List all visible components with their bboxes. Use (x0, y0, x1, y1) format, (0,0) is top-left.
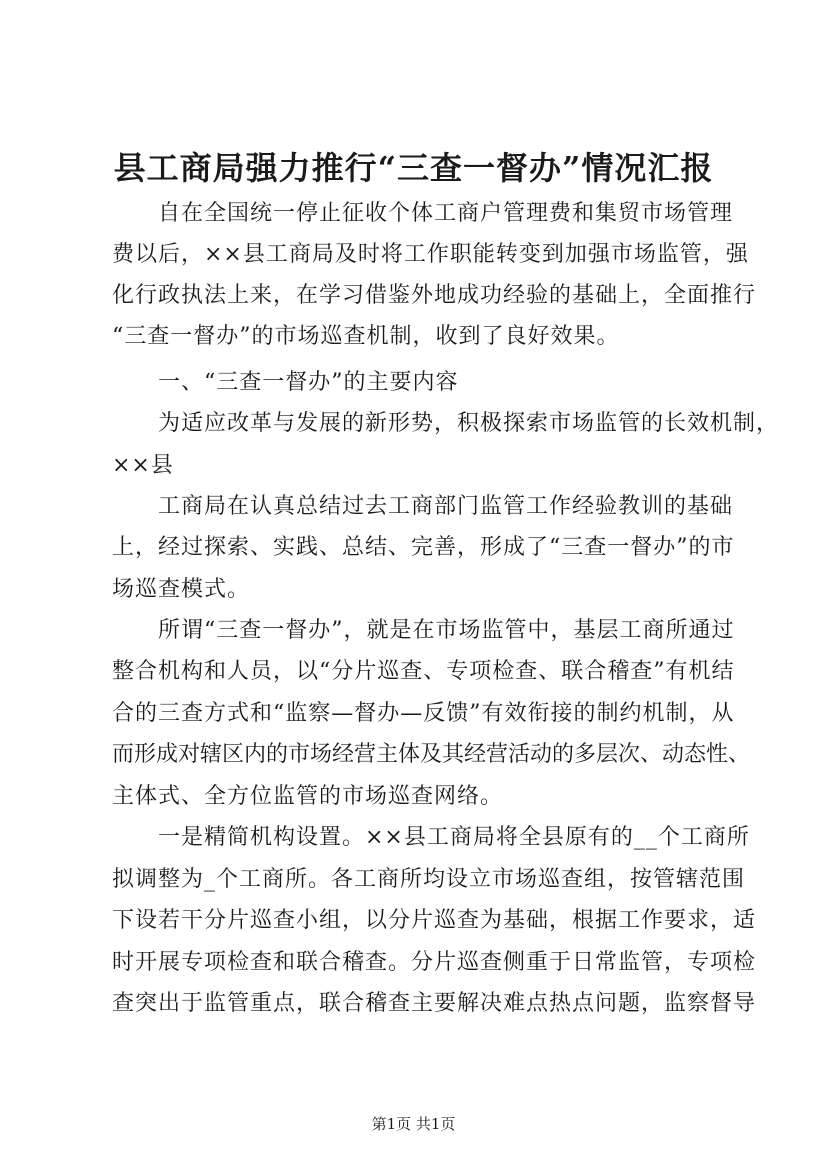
paragraph-line: 化行政执法上来，在学习借鉴外地成功经验的基础上，全面推行 (112, 283, 757, 308)
paragraph-line: “三查一督办”的市场巡查机制，收到了良好效果。 (112, 324, 620, 349)
paragraph-line: 查突出于监管重点，联合稽查主要解决难点热点问题，监察督导 (112, 991, 757, 1016)
paragraph-line: 工商局在认真总结过去工商部门监管工作经验教训的基础 (158, 494, 734, 519)
paragraph-line: 费以后，××县工商局及时将工作职能转变到加强市场监管，强 (112, 242, 749, 267)
paragraph-line: 一是精简机构设置。××县工商局将全县原有的__个工商所 (158, 825, 750, 850)
document-title: 县工商局强力推行“三查一督办”情况汇报 (113, 149, 714, 187)
paragraph-line: 拟调整为_个工商所。各工商所均设立市场巡查组，按管辖范围 (112, 867, 746, 892)
paragraph-line: 场巡查模式。 (112, 577, 251, 602)
paragraph-line: 所谓“三查一督办”，就是在市场监管中，基层工商所通过 (158, 618, 735, 643)
section-heading: 一、“三查一督办”的主要内容 (158, 370, 459, 395)
paragraph-line: 下设若干分片巡查小组，以分片巡查为基础，根据工作要求，适 (112, 908, 757, 933)
paragraph-line: 为适应改革与发展的新形势，积极探索市场监管的长效机制， (158, 411, 780, 436)
page-number: 第1页 共1页 (371, 1115, 456, 1133)
paragraph-line: 而形成对辖区内的市场经营主体及其经营活动的多层次、动态性、 (112, 742, 751, 767)
paragraph-line: 主体式、全方位监管的市场巡查网络。 (112, 784, 504, 809)
paragraph-line: ××县 (112, 453, 174, 478)
paragraph-line: 时开展专项检查和联合稽查。分片巡查侧重于日常监管，专项检 (112, 950, 757, 975)
paragraph-line: 合的三查方式和“监察—督办—反馈”有效衔接的制约机制，从 (112, 701, 735, 726)
paragraph-line: 整合机构和人员，以“分片巡查、专项检查、联合稽查”有机结 (112, 659, 735, 684)
paragraph-line: 自在全国统一停止征收个体工商户管理费和集贸市场管理 (158, 201, 734, 226)
paragraph-line: 上，经过探索、实践、总结、完善，形成了“三查一督办”的市 (112, 535, 735, 560)
